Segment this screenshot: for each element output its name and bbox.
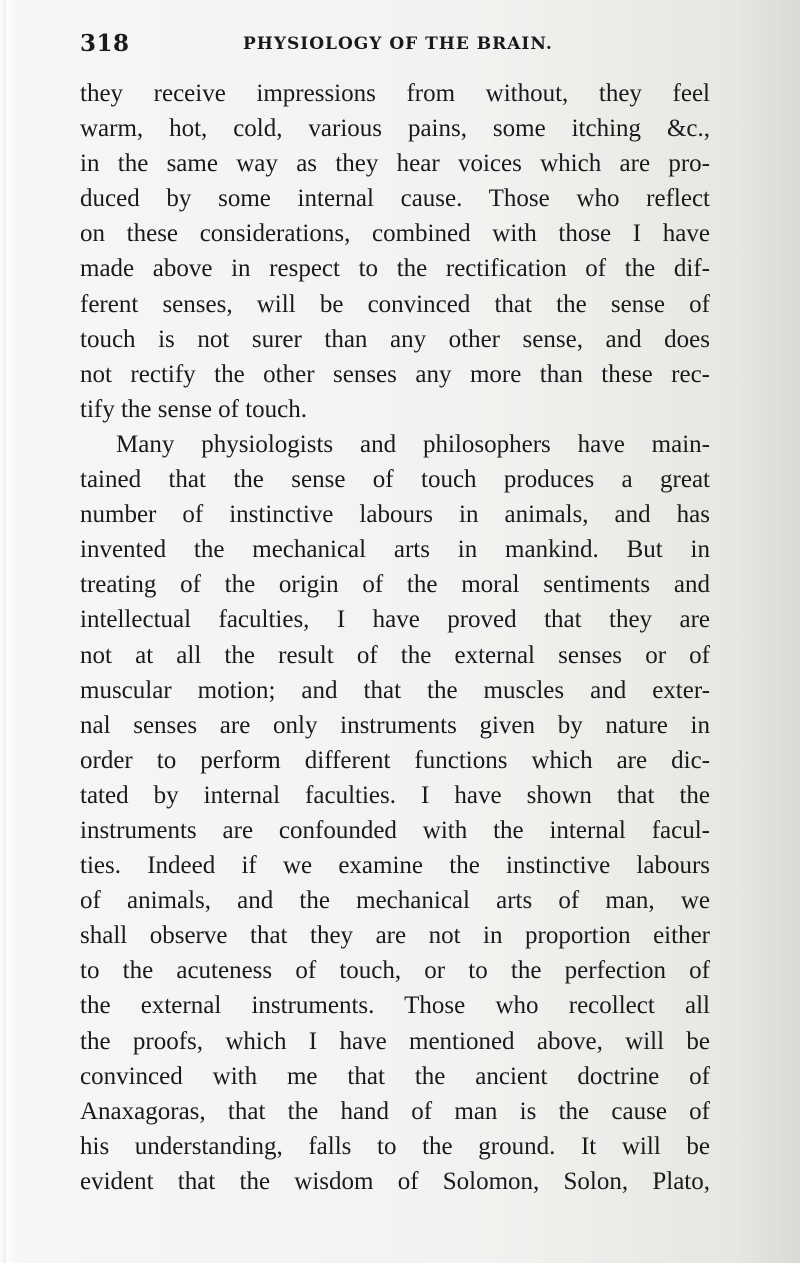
text-line: they receive impressions from without, they feel xyxy=(80,80,710,107)
page-edge xyxy=(0,0,6,1263)
text-line: invented the mechanical arts in mankind. But in xyxy=(80,536,710,564)
text-line: not at all the result of the external senses or of xyxy=(80,641,710,669)
page-header xyxy=(80,30,720,60)
text-line: number of instinctive labours in animals, and has xyxy=(80,501,710,529)
text-line: ties. Indeed if we examine the instinctive labours xyxy=(80,852,710,880)
text-line: his understanding, falls to the ground. It will be xyxy=(80,1132,710,1160)
text-line: tated by internal faculties. I have shown that the xyxy=(80,781,710,809)
text-line: of animals, and the mechanical arts of man, we xyxy=(80,887,710,915)
text-line: to the acuteness of touch, or to the perfection of xyxy=(80,957,710,985)
text-line: touch is not surer than any other sense, and does xyxy=(80,325,710,353)
text-line: tained that the sense of touch produces a great xyxy=(80,466,710,494)
text-line: the external instruments. Those who recollect all xyxy=(80,992,710,1020)
text-line: warm, hot, cold, various pains, some itching &c., xyxy=(80,115,710,143)
paragraph-1 xyxy=(80,76,710,427)
text-line: on these considerations, combined with those I have xyxy=(80,220,710,248)
text-line: the proofs, which I have mentioned above, will be xyxy=(80,1027,710,1055)
text-line: made above in respect to the rectification of the dif- xyxy=(80,255,710,283)
text-line: instruments are confounded with the internal facul- xyxy=(80,816,710,844)
text-line: ferent senses, will be convinced that the sense of xyxy=(80,290,710,318)
text-line: convinced with me that the ancient doctrine of xyxy=(80,1062,710,1090)
text-line: evident that the wisdom of Solomon, Solon, Plato, xyxy=(80,1167,710,1195)
text-line: Anaxagoras, that the hand of man is the cause of xyxy=(80,1097,710,1125)
text-line: treating of the origin of the moral sentiments and xyxy=(80,571,710,599)
running-head: PHYSIOLOGY OF THE BRAIN. xyxy=(243,34,553,54)
text-line: intellectual faculties, I have proved that they are xyxy=(80,606,710,634)
page-number: 318 xyxy=(80,30,130,57)
body-text xyxy=(80,76,710,1199)
text-line: muscular motion; and that the muscles and exter- xyxy=(80,676,710,704)
text-line: duced by some internal cause. Those who reflect xyxy=(80,185,710,213)
paragraph-2 xyxy=(80,427,710,1199)
text-line: not rectify the other senses any more than these rec- xyxy=(80,360,710,388)
text-line: shall observe that they are not in proportion either xyxy=(80,922,710,950)
text-line: order to perform different functions which are dic- xyxy=(80,746,710,774)
text-line: Many physiologists and philosophers have main- xyxy=(116,430,710,458)
text-line: tify the sense of touch. xyxy=(80,395,308,423)
text-line: in the same way as they hear voices which are pro- xyxy=(80,150,710,178)
text-line: nal senses are only instruments given by nature in xyxy=(80,711,710,739)
